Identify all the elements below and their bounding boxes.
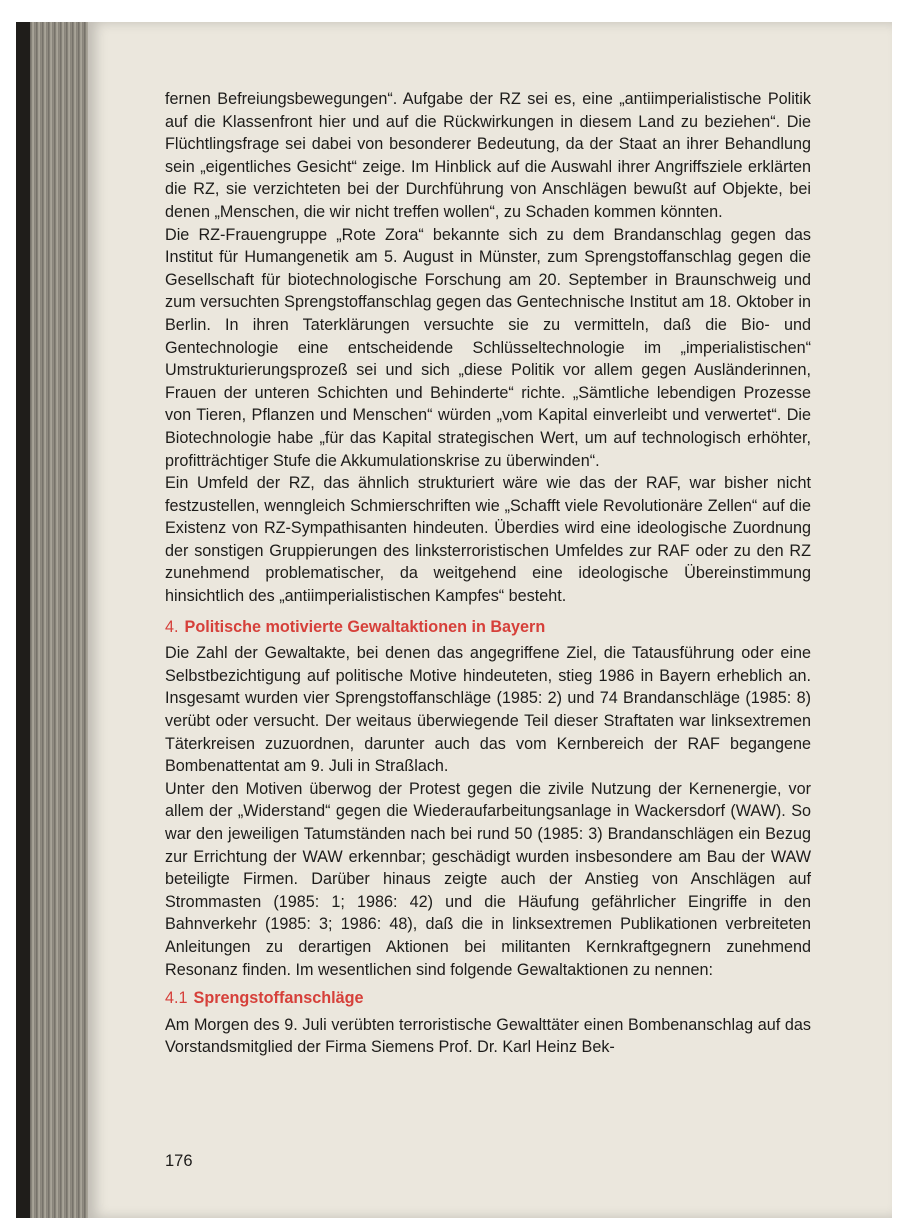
paragraph: Ein Umfeld der RZ, das ähnlich strukturiert wäre wie das der RAF, war bisher nicht festzustellen, wenngleich Schmierschriften wie „Schafft viele Revolutionäre Zellen“ auf die Existenz von RZ-Sympathisanten hindeuten. Überdies wird eine ideologische Zuordnung der sonstigen Gruppierungen des linksterroristischen Umfeldes zur RAF oder zu den RZ zunehmend problematischer, da weitgehend eine ideologische Übereinstimmung hinsichtlich des „antiimperialistischen Kampfes“ besteht. (165, 474, 811, 606)
page-text-body (165, 88, 811, 1059)
paragraph: Am Morgen des 9. Juli verübten terroristische Gewalttäter einen Bombenanschlag auf das Vorstandsmitglied der Firma Siemens Prof. Dr. Karl Heinz Bek- (165, 1015, 811, 1057)
section-heading-4-1 (165, 987, 811, 1010)
section-number: 4.1 (165, 989, 188, 1008)
section-title: Politische motivierte Gewaltaktionen in Bayern (184, 617, 546, 636)
paragraph: Die Zahl der Gewaltakte, bei denen das angegriffene Ziel, die Tatausführung oder eine Selbstbezichtigung auf politische Motive hindeuteten, stieg 1986 in Bayern erheblich an. Insgesamt wurden vier Sprengstoffanschläge (1985: 2) und 74 Brandanschläge (1985: 8) verübt oder versucht. Der weitaus überwiegende Teil dieser Straftaten war linksextremen Täterkreisen zuzuordnen, darunter auch das vom Kernbereich der RAF begangene Bombenattentat am 9. Juli in Straßlach. (165, 644, 811, 776)
section-title: Sprengstoffanschläge (193, 989, 364, 1008)
paragraph: fernen Befreiungsbewegungen“. Aufgabe der RZ sei es, eine „antiimperialistische Politik auf die Klassenfront hier und auf die Rückwirkungen in diesem Land zu beziehen“. Die Flüchtlingsfrage sei dabei von besonderer Bedeutung, da der Staat an ihrer Behandlung sein „eigentliches Gesicht“ zeige. Im Hinblick auf die Auswahl ihrer Angriffsziele erklärten die RZ, sie verzichteten bei der Durchführung von Anschlägen bewußt auf Objekte, bei denen „Menschen, die wir nicht treffen wollen“, zu Schaden kommen könnten. (165, 90, 811, 221)
paragraph: Unter den Motiven überwog der Protest gegen die zivile Nutzung der Kernenergie, vor allem der „Widerstand“ gegen die Wiederaufarbeitungsanlage in Wackersdorf (WAW). So war den jeweiligen Tatumständen nach bei rund 50 (1985: 3) Brandanschlägen ein Bezug zur Errichtung der WAW erkennbar; geschädigt wurden insbesondere am Bau der WAW beteiligte Firmen. Darüber hinaus zeigte auch der Anstieg von Anschlägen auf Strommasten (1985: 1; 1986: 42) und die Häufung gefährlicher Eingriffe in den Bahnverkehr (1985: 3; 1986: 48), daß die in linksextremen Publikationen verbreiteten Anleitungen zu derartigen Aktionen bei militanten Kernkraftgegnern zunehmend Resonanz finden. Im wesentlichen sind folgende Gewaltaktionen zu nennen: (165, 779, 811, 979)
book-spine-shadow (16, 22, 30, 1218)
section-number: 4. (165, 617, 179, 636)
page-number: 176 (165, 1152, 193, 1170)
paragraph: Die RZ-Frauengruppe „Rote Zora“ bekannte sich zu dem Brandanschlag gegen das Institut für Humangenetik am 5. August in Münster, zum Sprengstoffanschlag gegen die Gesellschaft für biotechnologische Forschung am 20. September in Braunschweig und zum versuchten Sprengstoffanschlag gegen das Gentechnische Institut am 18. Oktober in Berlin. In ihren Taterklärungen versuchte sie zu vermitteln, daß die Bio- und Gentechnologie eine entscheidende Schlüsseltechnologie im „imperialistischen“ Umstrukturierungsprozeß sei und sich „diese Politik vor allem gegen Ausländerinnen, Frauen der unteren Schichten und Behinderte“ richte. „Sämtliche lebendigen Prozesse von Tieren, Pflanzen und Menschen“ würden „vom Kapital einverleibt und verwertet“. Die Biotechnologie habe „für das Kapital strategischen Wert, um auf technologisch erhöhter, profitträchtiger Stufe die Akkumulationskrise zu überwinden“. (165, 225, 811, 470)
section-heading-4 (165, 616, 811, 639)
